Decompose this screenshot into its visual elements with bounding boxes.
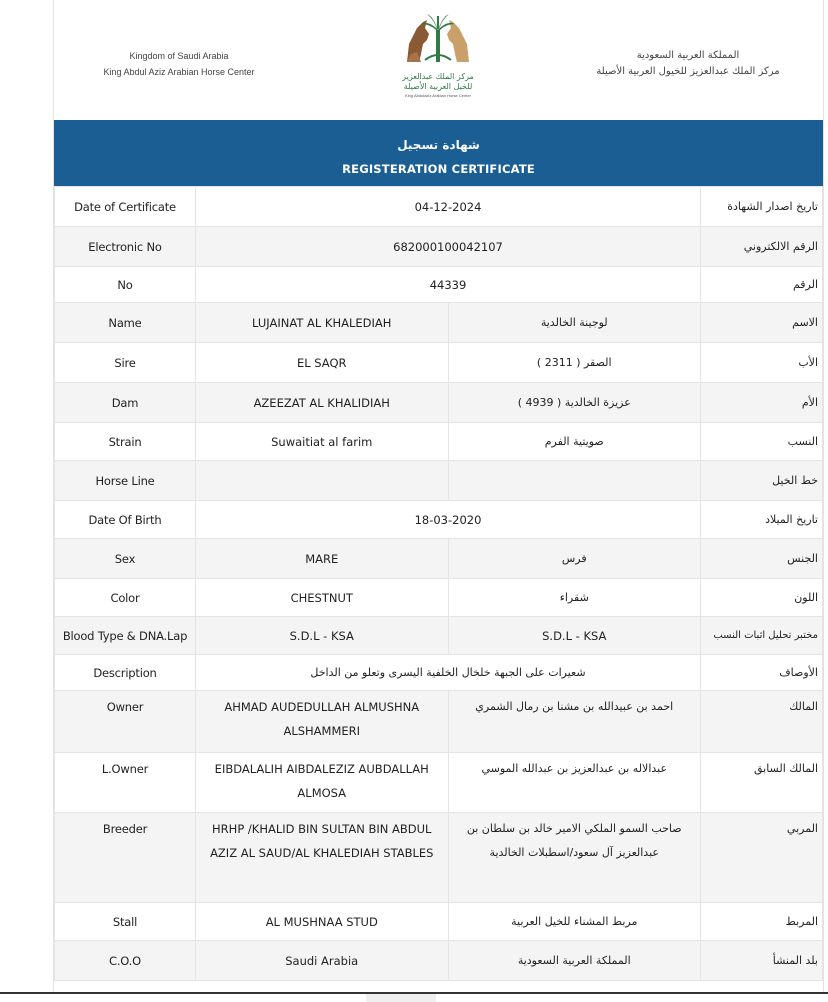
row-label-en: Stall <box>55 903 196 941</box>
table-row <box>55 941 823 981</box>
row-value: 18-03-2020 <box>196 501 701 539</box>
table-row <box>55 303 823 343</box>
horse-palm-logo-icon <box>403 10 473 68</box>
row-value-ar: صويتية الفرم <box>448 423 701 461</box>
certificate-details-table <box>54 186 823 981</box>
row-value-ar: عبدالاله بن عبدالعزيز بن عبدالله الموسي <box>448 753 701 813</box>
table-row <box>55 187 823 227</box>
row-label-en: Owner <box>55 691 196 753</box>
table-row <box>55 423 823 461</box>
row-value-en: HRHP /KHALID BIN SULTAN BIN ABDUL AZIZ AL SAUD/AL KHALEDIAH STABLES <box>196 813 449 903</box>
row-value-en: AL MUSHNAA STUD <box>196 903 449 941</box>
table-row <box>55 753 823 813</box>
row-label-ar: المربط <box>701 903 823 941</box>
row-label-en: Date Of Birth <box>55 501 196 539</box>
row-label-en: Sex <box>55 539 196 579</box>
table-row <box>55 655 823 691</box>
row-label-ar: تاريخ اصدار الشهادة <box>701 187 823 227</box>
certificate-title-ar: شهادة تسجيل <box>397 138 480 152</box>
center-logo <box>382 10 494 120</box>
header-center-ar: مركز الملك عبدالعزيز للخيول العربية الأصيلة <box>596 66 780 77</box>
row-label-en: Name <box>55 303 196 343</box>
row-label-ar: الرقم الالكتروني <box>701 227 823 267</box>
row-value-ar: شقراء <box>448 579 701 617</box>
row-value-en: LUJAINAT AL KHALEDIAH <box>196 303 449 343</box>
row-label-en: Date of Certificate <box>55 187 196 227</box>
table-row <box>55 813 823 903</box>
certificate-header <box>54 0 823 120</box>
row-label-ar: الأب <box>701 343 823 383</box>
table-row <box>55 539 823 579</box>
row-label-ar: الجنس <box>701 539 823 579</box>
row-value-en: S.D.L - KSA <box>196 617 449 655</box>
row-label-en: Breeder <box>55 813 196 903</box>
row-value-en: CHESTNUT <box>196 579 449 617</box>
header-arabic-block <box>563 48 813 80</box>
table-row <box>55 343 823 383</box>
row-label-ar: خط الخيل <box>701 461 823 501</box>
row-label-ar: مختبر تحليل اثبات النسب <box>701 617 823 655</box>
row-value: 44339 <box>196 267 701 303</box>
row-label-en: Sire <box>55 343 196 383</box>
certificate-title-en: REGISTERATION CERTIFICATE <box>342 162 535 176</box>
row-label-en: Color <box>55 579 196 617</box>
row-label-en: Dam <box>55 383 196 423</box>
row-label-en: No <box>55 267 196 303</box>
table-row <box>55 691 823 753</box>
header-country-en: Kingdom of Saudi Arabia <box>129 51 229 61</box>
row-value-ar: المملكة العربية السعودية <box>448 941 701 981</box>
row-value-ar: صاحب السمو الملكي الامير خالد بن سلطان بن عبدالعزيز آل سعود/اسطبلات الخالدية <box>448 813 701 903</box>
table-row <box>55 383 823 423</box>
row-value-ar: الصقر ( 2311 ) <box>448 343 701 383</box>
row-label-ar: الأوصاف <box>701 655 823 691</box>
row-value-ar: عزيزة الخالدية ( 4939 ) <box>448 383 701 423</box>
row-value-en: EL SAQR <box>196 343 449 383</box>
row-value: شعيرات على الجبهة خلخال الخلفية اليسرى وتعلو من الداخل <box>196 655 701 691</box>
row-value-en: EIBDALALIH AIBDALEZIZ AUBDALLAH ALMOSA <box>196 753 449 813</box>
row-label-ar: المالك السابق <box>701 753 823 813</box>
row-value-en: Saudi Arabia <box>196 941 449 981</box>
table-row <box>55 461 823 501</box>
row-value-ar: لوجينة الخالدية <box>448 303 701 343</box>
row-label-ar: المربي <box>701 813 823 903</box>
table-row <box>55 227 823 267</box>
row-label-en: Electronic No <box>55 227 196 267</box>
row-label-en: Blood Type & DNA.Lap <box>55 617 196 655</box>
row-label-ar: المالك <box>701 691 823 753</box>
certificate-title-banner <box>54 120 823 186</box>
row-label-en: L.Owner <box>55 753 196 813</box>
header-center-en: King Abdul Aziz Arabian Horse Center <box>103 67 255 77</box>
logo-arabic-line1: مركز الملك عبدالعزيز <box>402 72 474 81</box>
row-label-en: Strain <box>55 423 196 461</box>
row-value-en: AZEEZAT AL KHALIDIAH <box>196 383 449 423</box>
table-row <box>55 903 823 941</box>
row-value: 682000100042107 <box>196 227 701 267</box>
row-value: 04-12-2024 <box>196 187 701 227</box>
row-value-en: MARE <box>196 539 449 579</box>
row-value-en: AHMAD AUDEDULLAH ALMUSHNA ALSHAMMERI <box>196 691 449 753</box>
row-label-en: C.O.O <box>55 941 196 981</box>
row-label-ar: بلد المنشأ <box>701 941 823 981</box>
row-value-ar: فرس <box>448 539 701 579</box>
row-value-ar: احمد بن عبيدالله بن مشنا بن رمال الشمري <box>448 691 701 753</box>
row-label-ar: الاسم <box>701 303 823 343</box>
logo-english-text: King Abdulaziz Arabian Horse Center <box>405 93 471 98</box>
header-english-block <box>54 48 304 80</box>
row-label-en: Description <box>55 655 196 691</box>
row-label-ar: الأم <box>701 383 823 423</box>
row-value-ar: S.D.L - KSA <box>448 617 701 655</box>
row-label-ar: اللون <box>701 579 823 617</box>
registration-certificate <box>53 0 824 992</box>
row-label-en: Horse Line <box>55 461 196 501</box>
row-value-en: Suwaitiat al farim <box>196 423 449 461</box>
table-row <box>55 267 823 303</box>
row-value-en <box>196 461 449 501</box>
row-label-ar: النسب <box>701 423 823 461</box>
page-bottom-tab <box>366 994 436 1002</box>
row-value-ar: مربط المشناء للخيل العربية <box>448 903 701 941</box>
table-row <box>55 579 823 617</box>
row-value-ar <box>448 461 701 501</box>
logo-arabic-line2: للخيل العربية الأصيلة <box>403 82 473 91</box>
table-row <box>55 501 823 539</box>
header-country-ar: المملكة العربية السعودية <box>636 50 740 61</box>
row-label-ar: الرقم <box>701 267 823 303</box>
table-row <box>55 617 823 655</box>
row-label-ar: تاريخ الميلاد <box>701 501 823 539</box>
